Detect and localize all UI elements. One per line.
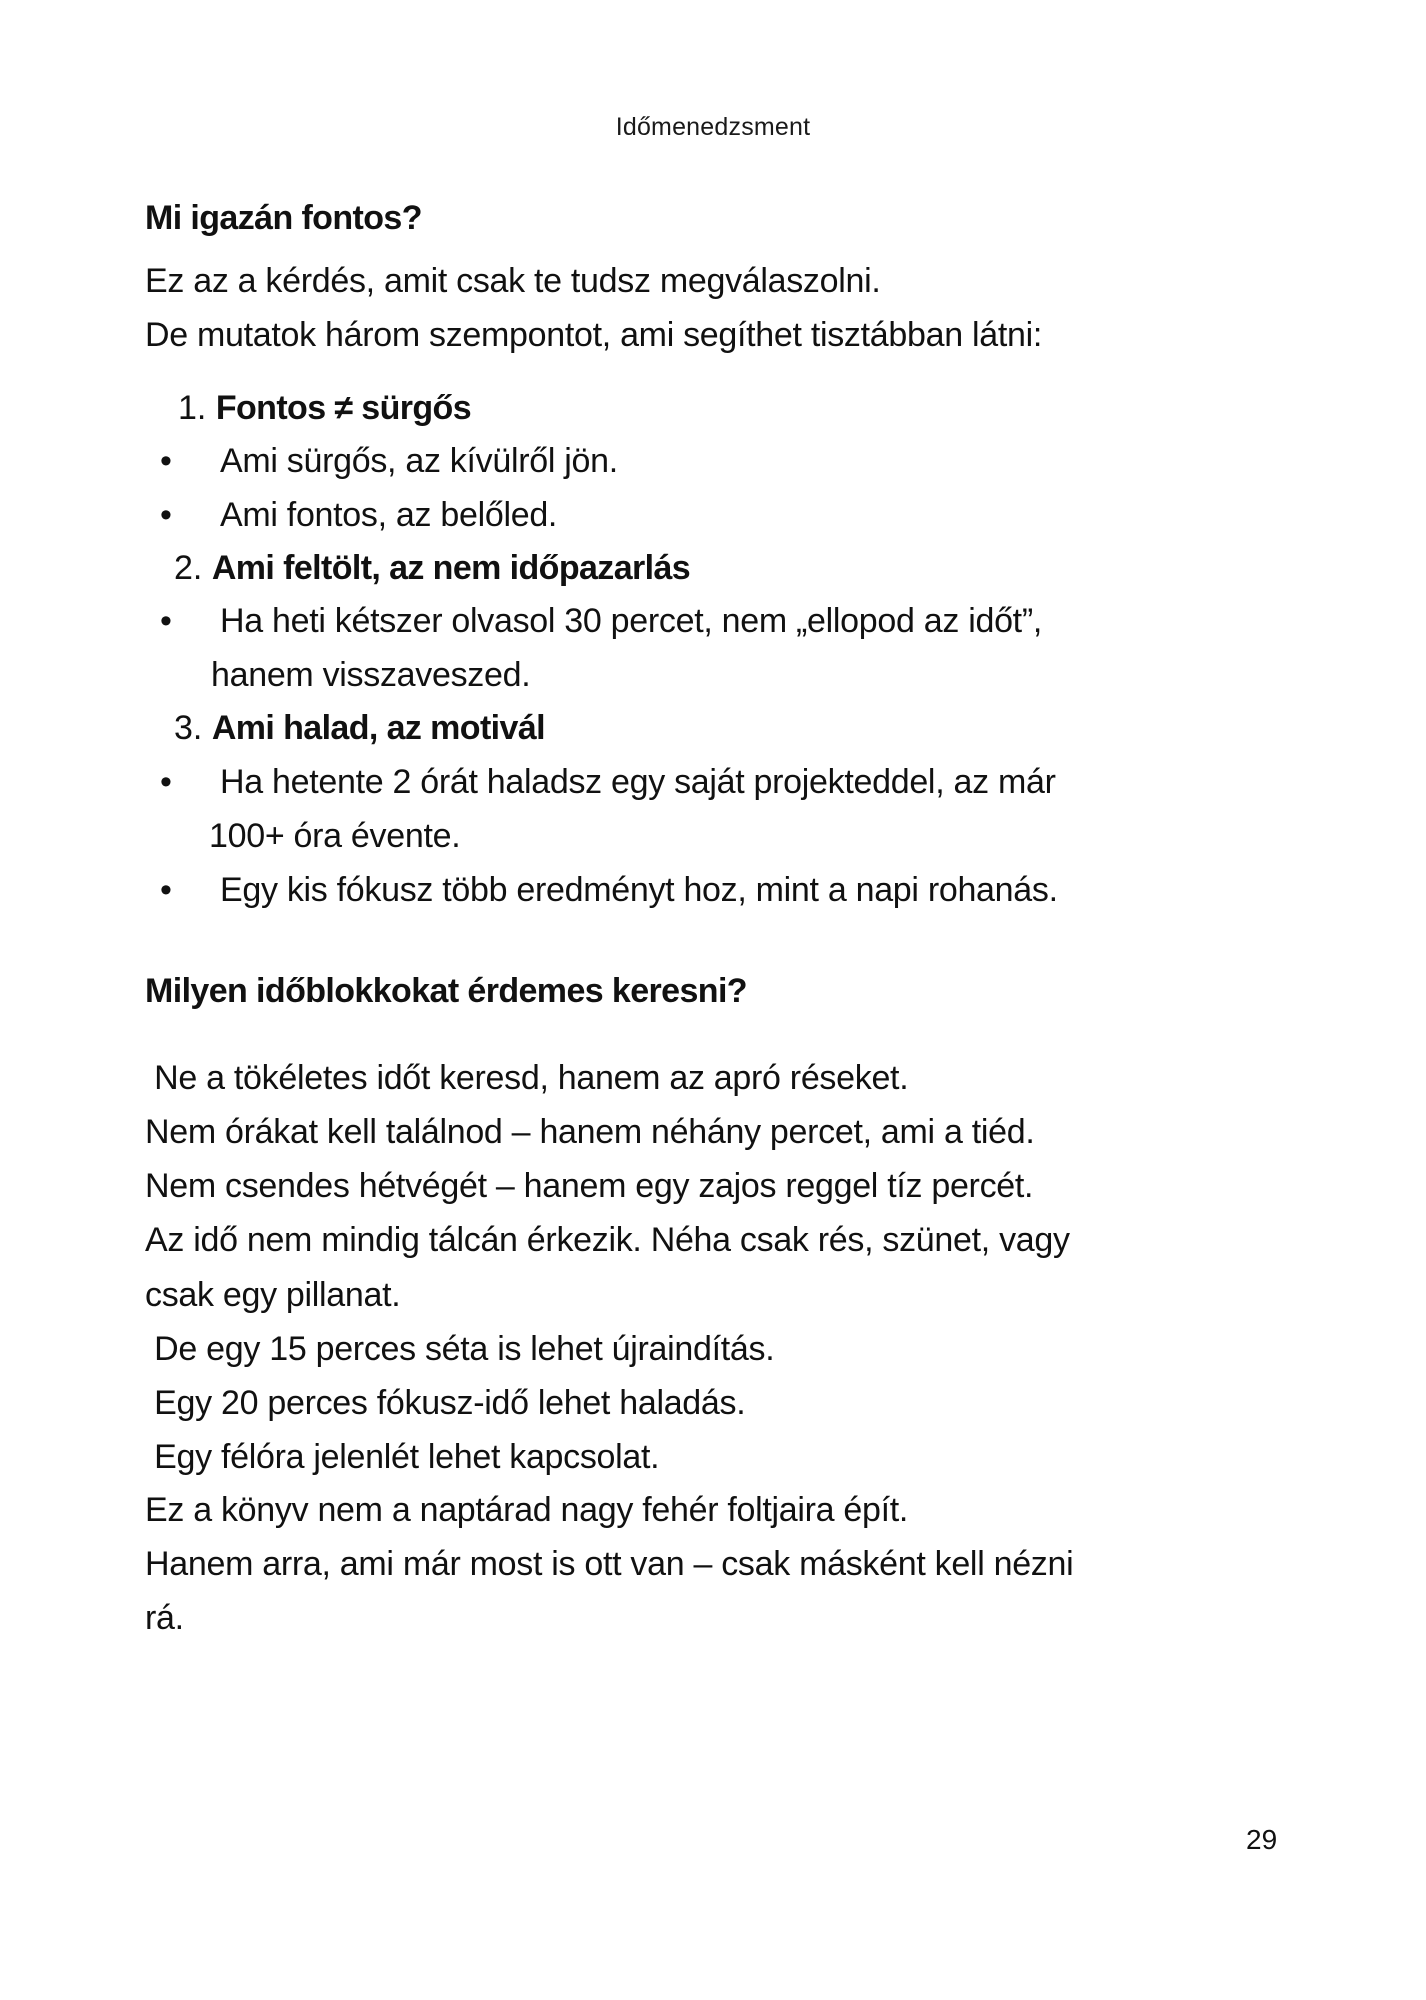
numbered-item [178,388,471,428]
bullet-icon: • [160,602,172,640]
paragraph-line: csak egy pillanat. [145,1276,401,1314]
item-title: Ami halad, az motivál [211,709,545,747]
numbered-item [174,548,690,588]
bullet-icon: • [160,763,172,801]
paragraph-line: De mutatok három szempontot, ami segíthet tisztábban látni: [145,316,1042,354]
item-number: 1. [178,389,207,427]
running-title: Időmenedzsment [615,113,811,141]
bullet-icon: • [160,442,172,480]
numbered-item [174,708,545,748]
paragraph-line: Ez az a kérdés, amit csak te tudsz megválaszolni. [145,262,881,300]
bullet-icon: • [160,496,172,534]
section-heading: Mi igazán fontos? [145,199,422,237]
bullet-icon: • [160,871,172,909]
bullet-text: Ami sürgős, az kívülről jön. [220,442,618,480]
paragraph-line: Nem órákat kell találnod – hanem néhány percet, ami a tiéd. [145,1113,1035,1151]
item-number: 3. [174,709,203,747]
bullet-text: Ami fontos, az belőled. [220,496,558,534]
bullet-text: Ha hetente 2 órát haladsz egy saját projekteddel, az már [220,763,1056,801]
paragraph-line: Ne a tökéletes időt keresd, hanem az apró réseket. [145,1059,909,1097]
paragraph-line: Egy 20 perces fókusz-idő lehet haladás. [145,1384,746,1422]
paragraph-line: Hanem arra, ami már most is ott van – csak másként kell nézni [145,1545,1074,1583]
paragraph-line: Ez a könyv nem a naptárad nagy fehér foltjaira épít. [145,1491,909,1529]
item-title: Ami feltölt, az nem időpazarlás [211,549,691,587]
item-title: Fontos ≠ sürgős [215,389,472,427]
paragraph-line: Nem csendes hétvégét – hanem egy zajos reggel tíz percét. [145,1167,1034,1205]
paragraph-line: De egy 15 perces séta is lehet újraindítás. [145,1330,775,1368]
paragraph-line: Egy félóra jelenlét lehet kapcsolat. [145,1438,660,1476]
bullet-text: Egy kis fókusz több eredményt hoz, mint a napi rohanás. [220,871,1058,909]
section-heading: Milyen időblokkokat érdemes keresni? [145,972,747,1010]
paragraph-line: Az idő nem mindig tálcán érkezik. Néha csak rés, szünet, vagy [145,1221,1070,1259]
bullet-text-continuation: hanem visszaveszed. [211,656,531,694]
bullet-text-continuation: 100+ óra évente. [209,817,461,855]
item-number: 2. [174,549,203,587]
page-number: 29 [1246,1824,1278,1855]
bullet-text: Ha heti kétszer olvasol 30 percet, nem „ellopod az időt”, [220,602,1042,640]
paragraph-line: rá. [145,1599,184,1637]
